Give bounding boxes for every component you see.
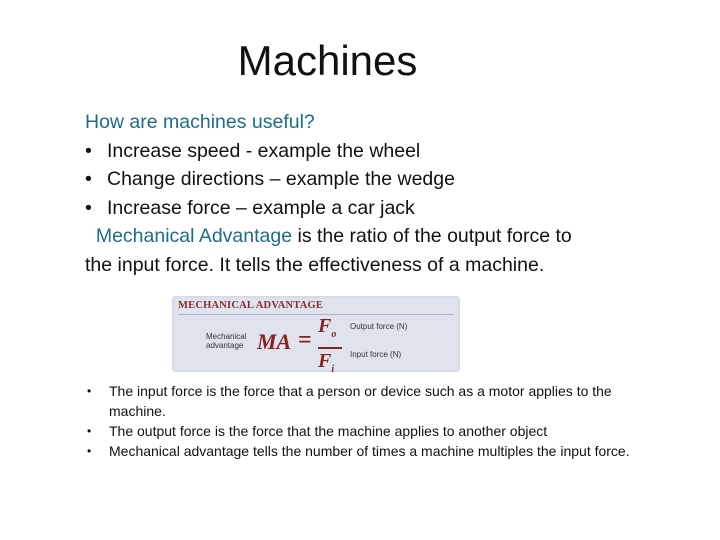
formula-denominator: $F_i$ [318,350,335,375]
bullet-item: • Change directions – example the wedge [85,165,685,194]
bullet-dot-icon: • [87,424,92,438]
formula-header: MECHANICAL ADVANTAGE [178,300,324,311]
definition-line-2: the input force. It tells the effectiveness of a machine. [85,253,545,276]
formula-output-label: Output force (N) [350,322,408,331]
formula-image [172,296,460,375]
notes-list [87,381,667,461]
slide-body [85,108,685,279]
bullet-dot-icon: • [85,139,92,162]
note-item: • The output force is the force that the machine applies to another object [87,423,548,439]
bullet-dot-icon: • [87,384,92,398]
fraction-bar [318,347,342,349]
formula-numerator: $F_o$ [318,315,337,340]
definition-term: Mechanical Advantage [95,225,293,247]
bullet-item: • Increase force – example a car jack [85,194,685,223]
formula-ma-symbol: MA [257,329,292,354]
definition-rest: is the ratio of the output force to [292,225,572,247]
formula-fraction [318,315,344,381]
slide-title: Machines [237,37,418,84]
note-item: • The input force is the force that a person or device such as a motor applies to the machine. [87,383,612,419]
formula-input-label: Input force (N) [350,350,402,359]
formula-equals: = [298,327,312,353]
definition-line-1 [85,222,685,251]
bullet-item: • Increase speed - example the wheel [85,137,685,166]
question-heading: How are machines useful? [85,111,315,133]
note-item: • Mechanical advantage tells the number of times a machine multiples the input force. [87,443,630,459]
formula-divider [178,314,454,315]
bullet-dot-icon: • [85,196,92,219]
bullet-dot-icon: • [87,444,92,458]
formula-ma-label: Mechanical advantage [206,332,247,350]
bullet-dot-icon: • [85,168,92,190]
